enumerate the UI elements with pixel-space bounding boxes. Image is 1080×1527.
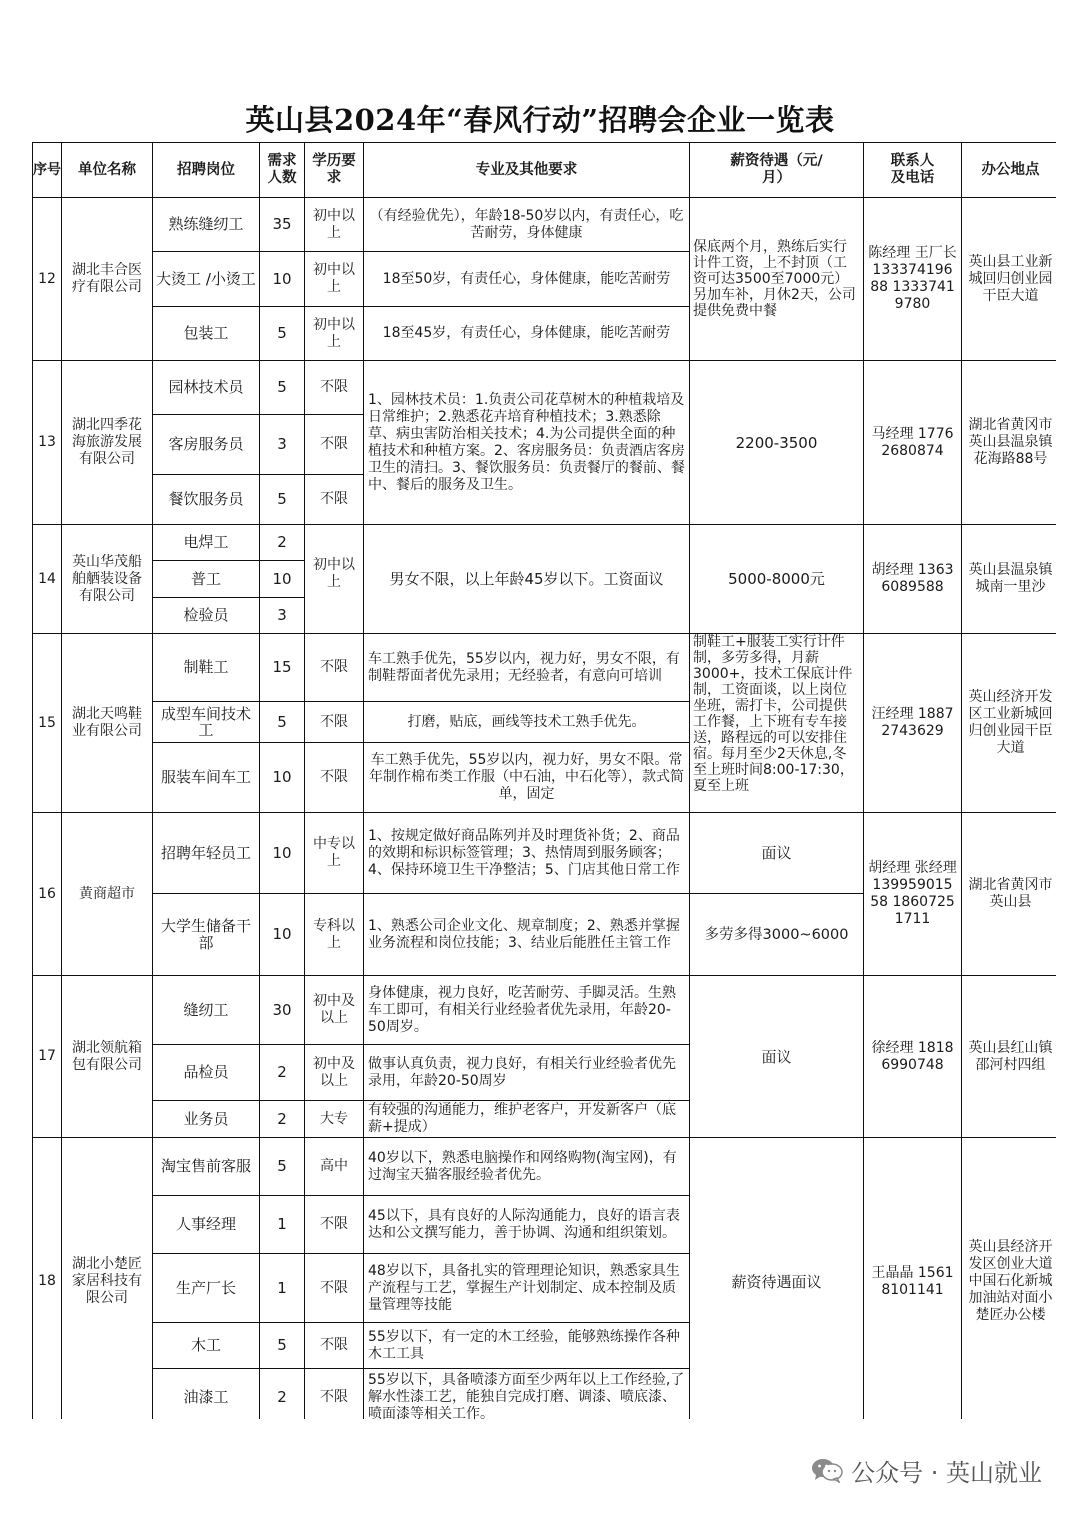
education: 不限	[305, 1369, 363, 1425]
education: 初中以上	[305, 252, 363, 306]
headcount: 5	[260, 702, 304, 742]
position: 大烫工 /小烫工	[153, 252, 259, 306]
education: 初中以上	[305, 198, 363, 251]
position: 园林技术员	[153, 361, 259, 414]
position: 品检员	[153, 1045, 259, 1100]
education: 不限	[305, 1196, 363, 1253]
position: 客房服务员	[153, 415, 259, 474]
salary: 面议	[690, 813, 863, 893]
contact: 胡经理 13636089588	[864, 525, 961, 633]
position: 缝纫工	[153, 976, 259, 1044]
header-position: 招聘岗位	[153, 143, 259, 197]
header-no: 序号	[33, 143, 61, 197]
requirements: 车工熟手优先，55岁以内，视力好，男女不限，有制鞋帮面者优先录用；无经验者，有意向可培训	[364, 634, 689, 701]
address: 湖北省黄冈市英山县温泉镇花海路88号	[962, 361, 1059, 524]
company-name: 湖北小楚匠家居科技有限公司	[62, 1138, 152, 1425]
header-contact: 联系人及电话	[864, 143, 961, 197]
headcount: 10	[260, 743, 304, 812]
requirements: （有经验优先），年龄18-50岁以内，有责任心，吃苦耐劳，身体健康	[364, 198, 689, 251]
headcount: 30	[260, 976, 304, 1044]
headcount: 10	[260, 813, 304, 893]
salary: 保底两个月，熟练后实行计件工资，上不封顶（工资可达3500至7000元）另加车补，月休2天，公司提供免费中餐	[690, 198, 863, 360]
recruitment-table	[32, 142, 1056, 1422]
contact: 汪经理 18872743629	[864, 634, 961, 812]
position: 木工	[153, 1323, 259, 1368]
position: 服装车间车工	[153, 743, 259, 812]
header-address: 办公地点	[962, 143, 1059, 197]
header-company: 单位名称	[62, 143, 152, 197]
position: 普工	[153, 561, 259, 597]
education: 不限	[305, 1254, 363, 1322]
education: 初中以上	[305, 525, 363, 633]
requirements: 45以下，具有良好的人际沟通能力，良好的语言表达和公文撰写能力，善于协调、沟通和组织策划。	[364, 1196, 689, 1253]
headcount: 1	[260, 1254, 304, 1322]
education: 专科以上	[305, 894, 363, 975]
position: 包装工	[153, 307, 259, 360]
headcount: 5	[260, 1323, 304, 1368]
contact: 胡经理 张经理 13995901558 18607251711	[864, 813, 961, 975]
header-salary: 薪资待遇（元/月）	[690, 143, 863, 197]
address: 英山经济开发区工业新城回归创业园干臣大道	[962, 634, 1059, 812]
headcount: 1	[260, 1196, 304, 1253]
education: 初中以上	[305, 307, 363, 360]
position: 业务员	[153, 1101, 259, 1137]
position: 人事经理	[153, 1196, 259, 1253]
address: 英山县红山镇邵河村四组	[962, 976, 1059, 1137]
row-no: 18	[33, 1138, 61, 1425]
company-name: 湖北天鸣鞋业有限公司	[62, 634, 152, 812]
requirements: 身体健康，视力良好，吃苦耐劳、手脚灵活。生熟车工即可，有相关行业经验者优先录用，年龄20-50周岁。	[364, 976, 689, 1044]
position: 餐饮服务员	[153, 475, 259, 524]
headcount: 3	[260, 598, 304, 633]
position: 油漆工	[153, 1369, 259, 1425]
requirements: 1、熟悉公司企业文化、规章制度；2、熟悉并掌握业务流程和岗位技能；3、结业后能胜任主管工作	[364, 894, 689, 975]
education: 高中	[305, 1138, 363, 1195]
requirements: 55岁以下，具备喷漆方面至少两年以上工作经验,了解水性漆工艺，能独自完成打磨、调漆、喷底漆、喷面漆等相关工作。	[364, 1369, 689, 1425]
salary: 制鞋工+服装工实行计件制，多劳多得，月薪3000+，技术工保底计件制，工资面谈，以上岗位坐班，需打卡，公司提供工作餐，上下班有专车接送，路程远的可以安排住宿。每月至少2天休息,冬至上班时间8:00-17:30，夏至上班	[690, 634, 863, 812]
row-no: 17	[33, 976, 61, 1137]
requirements: 1、园林技术员：1.负责公司花草树木的种植栽培及日常维护；2.熟悉花卉培育种植技术；3.熟悉除草、病虫害防治相关技术；4.为公司提供全面的种植技术和种植方案。2、客房服务员：负责酒店客房卫生的清扫。3、餐饮服务员：负责餐厅的餐前、餐中、餐后的服务及卫生。	[364, 361, 689, 524]
salary: 5000-8000元	[690, 525, 863, 633]
position: 淘宝售前客服	[153, 1138, 259, 1195]
position: 熟练缝纫工	[153, 198, 259, 251]
contact: 徐经理 18186990748	[864, 976, 961, 1137]
headcount: 35	[260, 198, 304, 251]
row-no: 13	[33, 361, 61, 524]
row-no: 14	[33, 525, 61, 633]
company-name: 黄商超市	[62, 813, 152, 975]
headcount: 3	[260, 415, 304, 474]
education: 不限	[305, 743, 363, 812]
row-no: 12	[33, 198, 61, 360]
page-title: 英山县2024年“春风行动”招聘会企业一览表	[245, 103, 835, 137]
position: 检验员	[153, 598, 259, 633]
education: 大专	[305, 1101, 363, 1137]
requirements: 18至45岁，有责任心，身体健康，能吃苦耐劳	[364, 307, 689, 360]
address: 英山县工业新城回归创业园干臣大道	[962, 198, 1059, 360]
headcount: 5	[260, 1138, 304, 1195]
requirements: 打磨，贴底，画线等技术工熟手优先。	[364, 702, 689, 742]
headcount: 15	[260, 634, 304, 701]
headcount: 2	[260, 1045, 304, 1100]
header-req: 专业及其他要求	[364, 143, 689, 197]
requirements: 车工熟手优先，55岁以内，视力好，男女不限。常年制作棉布类工作服（中石油，中石化等），款式简单，固定	[364, 743, 689, 812]
position: 电焊工	[153, 525, 259, 560]
contact: 王晶晶 15618101141	[864, 1138, 961, 1425]
salary: 面议	[690, 976, 863, 1137]
row-no: 16	[33, 813, 61, 975]
headcount: 10	[260, 894, 304, 975]
requirements: 做事认真负责，视力良好，有相关行业经验者优先录用，年龄20-50周岁	[364, 1045, 689, 1100]
headcount: 5	[260, 475, 304, 524]
education: 初中及以上	[305, 1045, 363, 1100]
company-name: 湖北丰合医疗有限公司	[62, 198, 152, 360]
requirements: 48岁以下，具备扎实的管理理论知识，熟悉家具生产流程与工艺，掌握生产计划制定、成本控制及质量管理等技能	[364, 1254, 689, 1322]
education: 不限	[305, 415, 363, 474]
position: 成型车间技术工	[153, 702, 259, 742]
requirements: 40岁以下，熟悉电脑操作和网络购物(淘宝网)，有过淘宝天猫客服经验者优先。	[364, 1138, 689, 1195]
wechat-icon	[811, 1457, 843, 1483]
headcount: 2	[260, 1101, 304, 1137]
education: 初中及以上	[305, 976, 363, 1044]
education: 不限	[305, 1323, 363, 1368]
company-name: 湖北四季花海旅游发展有限公司	[62, 361, 152, 524]
requirements: 1、按规定做好商品陈列并及时理货补货；2、商品的效期和标识标签管理；3、热情周到服务顾客；4、保持环境卫生干净整洁；5、门店其他日常工作	[364, 813, 689, 893]
footer-watermark	[811, 1450, 1042, 1490]
company-name: 英山华茂船舶舾装设备有限公司	[62, 525, 152, 633]
requirements: 男女不限，以上年龄45岁以下。工资面议	[364, 525, 689, 633]
footer-text: 公众号 · 英山就业	[851, 1458, 1042, 1487]
education: 不限	[305, 702, 363, 742]
education: 不限	[305, 361, 363, 414]
contact: 马经理 17762680874	[864, 361, 961, 524]
education: 不限	[305, 634, 363, 701]
salary: 多劳多得3000~6000	[690, 894, 863, 975]
position: 招聘年轻员工	[153, 813, 259, 893]
education: 不限	[305, 475, 363, 524]
header-edu: 学历要求	[305, 143, 363, 197]
requirements: 55岁以下，有一定的木工经验，能够熟练操作各种木工工具	[364, 1323, 689, 1368]
headcount: 5	[260, 361, 304, 414]
headcount: 5	[260, 307, 304, 360]
salary: 2200-3500	[690, 361, 863, 524]
education: 中专以上	[305, 813, 363, 893]
headcount: 2	[260, 525, 304, 560]
position: 制鞋工	[153, 634, 259, 701]
row-no: 15	[33, 634, 61, 812]
position: 生产厂长	[153, 1254, 259, 1322]
position: 大学生储备干部	[153, 894, 259, 975]
salary: 薪资待遇面议	[690, 1138, 863, 1425]
requirements: 有较强的沟通能力，维护老客户，开发新客户（底薪+提成）	[364, 1101, 689, 1137]
headcount: 10	[260, 561, 304, 597]
headcount: 10	[260, 252, 304, 306]
header-count: 需求人数	[260, 143, 304, 197]
address: 英山县经济开发区创业大道中国石化新城加油站对面小楚匠办公楼	[962, 1138, 1059, 1425]
company-name: 湖北领航箱包有限公司	[62, 976, 152, 1137]
requirements: 18至50岁，有责任心，身体健康，能吃苦耐劳	[364, 252, 689, 306]
address: 湖北省黄冈市英山县	[962, 813, 1059, 975]
contact: 陈经理 王厂长 13337419688 13337419780	[864, 198, 961, 360]
headcount: 2	[260, 1369, 304, 1425]
address: 英山县温泉镇城南一里沙	[962, 525, 1059, 633]
